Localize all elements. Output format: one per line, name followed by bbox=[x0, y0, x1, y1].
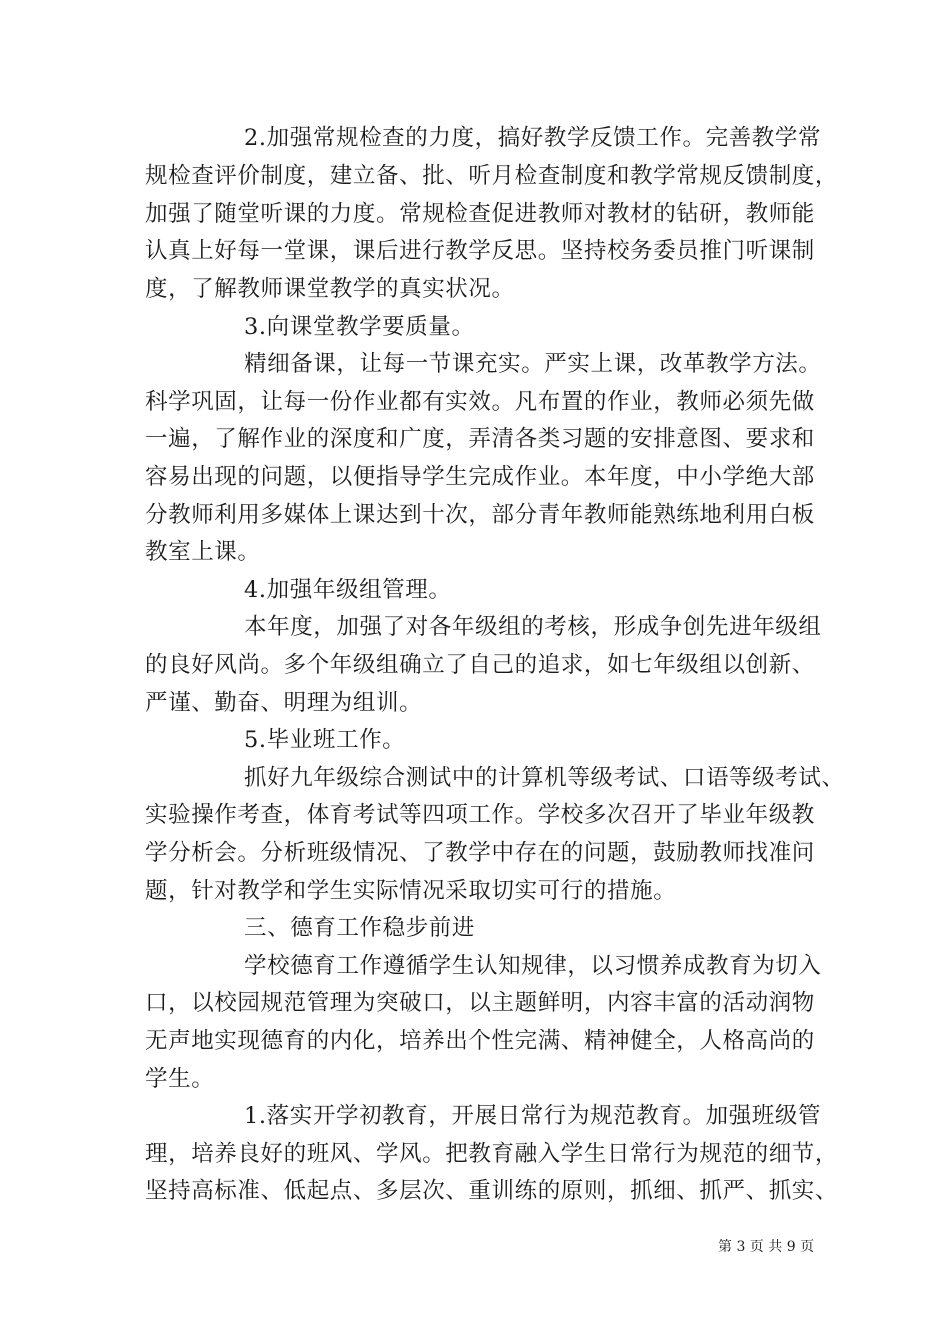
text-line: 3.向课堂教学要质量。 bbox=[244, 314, 475, 340]
text-line: 2.加强常规检查的力度，搞好教学反馈工作。完善教学常 bbox=[244, 125, 822, 151]
text-line: 容易出现的问题，以便指导学生完成作业。本年度，中小学绝大部 bbox=[145, 464, 815, 490]
text-line: 理，培养良好的班风、学风。把教育融入学生日常行为规范的细节， bbox=[145, 1141, 839, 1167]
text-line: 加强了随堂听课的力度。常规检查促进教师对教材的钻研，教师能 bbox=[145, 201, 815, 227]
text-line: 学生。 bbox=[145, 1066, 215, 1092]
text-line: 学分析会。分析班级情况、了教学中存在的问题，鼓励教师找准问 bbox=[145, 840, 815, 866]
text-line: 科学巩固，让每一份作业都有实效。凡布置的作业，教师必须先做 bbox=[145, 389, 815, 415]
text-line: 1.落实开学初教育，开展日常行为规范教育。加强班级管 bbox=[244, 1103, 822, 1129]
text-line: 精细备课，让每一节课充实。严实上课，改革教学方法。 bbox=[244, 351, 822, 377]
text-line: 4.加强年级组管理。 bbox=[244, 577, 452, 603]
text-line: 规检查评价制度，建立备、批、听月检查制度和教学常规反馈制度， bbox=[145, 163, 839, 189]
text-line: 分教师利用多媒体上课达到十次，部分青年教师能熟练地利用白板 bbox=[145, 502, 815, 528]
text-line: 严谨、勤奋、明理为组训。 bbox=[145, 690, 423, 716]
text-line: 学校德育工作遵循学生认知规律，以习惯养成教育为切入 bbox=[244, 953, 822, 979]
section-heading: 三、德育工作稳步前进 bbox=[244, 915, 476, 941]
text-line: 口，以校园规范管理为突破口，以主题鲜明，内容丰富的活动润物 bbox=[145, 990, 815, 1016]
text-line: 无声地实现德育的内化，培养出个性完满、精神健全，人格高尚的 bbox=[145, 1028, 815, 1054]
text-line: 的良好风尚。多个年级组确立了自己的追求，如七年级组以创新、 bbox=[145, 652, 815, 678]
text-line: 度，了解教师课堂教学的真实状况。 bbox=[145, 276, 515, 302]
text-line: 教室上课。 bbox=[145, 539, 261, 565]
text-line: 本年度，加强了对各年级组的考核，形成争创先进年级组 bbox=[244, 614, 822, 640]
text-line: 坚持高标准、低起点、多层次、重训练的原则，抓细、抓严、抓实、 bbox=[145, 1178, 839, 1204]
text-line: 题，针对教学和学生实际情况采取切实可行的措施。 bbox=[145, 878, 677, 904]
page-number: 第 3 页 共 9 页 bbox=[718, 1239, 815, 1255]
text-line: 认真上好每一堂课，课后进行教学反思。坚持校务委员推门听课制 bbox=[145, 238, 815, 264]
text-line: 实验操作考查，体育考试等四项工作。学校多次召开了毕业年级教 bbox=[145, 802, 815, 828]
text-line: 抓好九年级综合测试中的计算机等级考试、口语等级考试、 bbox=[244, 765, 845, 791]
text-line: 一遍，了解作业的深度和广度，弄清各类习题的安排意图、要求和 bbox=[145, 426, 815, 452]
text-line: 5.毕业班工作。 bbox=[244, 727, 406, 753]
